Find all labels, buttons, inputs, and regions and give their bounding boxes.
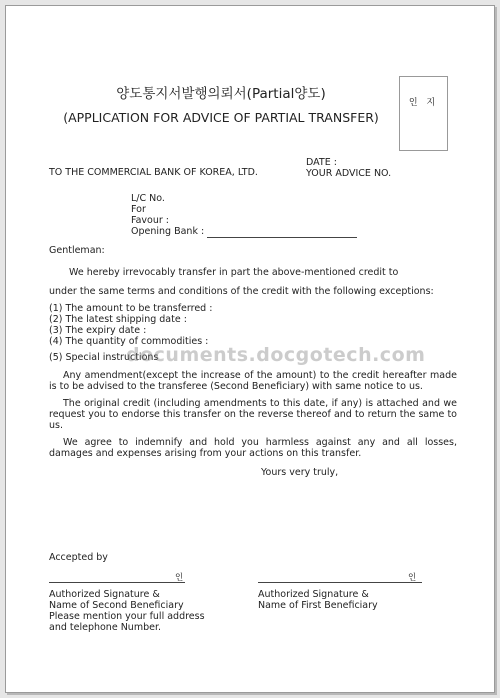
revenue-stamp-box [399, 76, 448, 151]
amendment-paragraph: Any amendment(except the increase of the amount) to the credit hereafter made is to be advised to the transferee (Second Beneficiary) with same notice to us. [49, 370, 457, 392]
opening-bank-underline [207, 237, 357, 238]
lc-no-label: L/C No. [131, 193, 165, 204]
intro-line-1: We hereby irrevocably transfer in part the above-mentioned credit to [69, 267, 399, 278]
right-signature-line-2: Name of First Beneficiary [258, 600, 378, 611]
addressee: TO THE COMMERCIAL BANK OF KOREA, LTD. [49, 167, 258, 178]
special-instructions: (5) Special instructions [49, 352, 159, 363]
opening-bank-label: Opening Bank : [131, 226, 205, 237]
left-signature-line-3: Please mention your full address [49, 611, 205, 622]
exception-item: (1) The amount to be transferred : [49, 303, 213, 314]
date-label: DATE : [306, 157, 337, 168]
intro-line-2: under the same terms and conditions of the credit with the following exceptions: [49, 286, 434, 297]
accepted-by-label: Accepted by [49, 552, 108, 563]
left-signature-line-4: and telephone Number. [49, 622, 162, 633]
left-signature-line-1: Authorized Signature & [49, 589, 160, 600]
original-credit-paragraph: The original credit (including amendments to this date, if any) is attached and we request you to endorse this transfer on the reverse thereof and to return the same to us. [49, 398, 457, 431]
right-signature-line [258, 582, 422, 583]
title-korean: 양도통지서발행의뢰서(Partial양도) [116, 86, 326, 102]
stamp-label: 인 지 [408, 98, 439, 108]
your-advice-no-label: YOUR ADVICE NO. [306, 168, 392, 179]
for-label: For [131, 204, 146, 215]
exception-item: (2) The latest shipping date : [49, 314, 187, 325]
closing: Yours very truly, [261, 467, 339, 478]
indemnity-paragraph: We agree to indemnify and hold you harmless against any and all losses, damages and expenses arising from your actions on this transfer. [49, 437, 457, 459]
left-signature-line [49, 582, 185, 583]
exception-item: (4) The quantity of commodities : [49, 336, 209, 347]
left-signature-line-2: Name of Second Beneficiary [49, 600, 184, 611]
right-signature-line-1: Authorized Signature & [258, 589, 369, 600]
salutation: Gentleman: [49, 245, 105, 256]
exception-item: (3) The expiry date : [49, 325, 147, 336]
favour-label: Favour : [131, 215, 169, 226]
seal-mark-left: 인 [175, 573, 184, 583]
title-english: (APPLICATION FOR ADVICE OF PARTIAL TRANSFER) [63, 110, 379, 125]
document-sheet [5, 5, 495, 693]
seal-mark-right: 인 [408, 573, 417, 583]
watermark: documents.docgotech.com [126, 344, 426, 366]
